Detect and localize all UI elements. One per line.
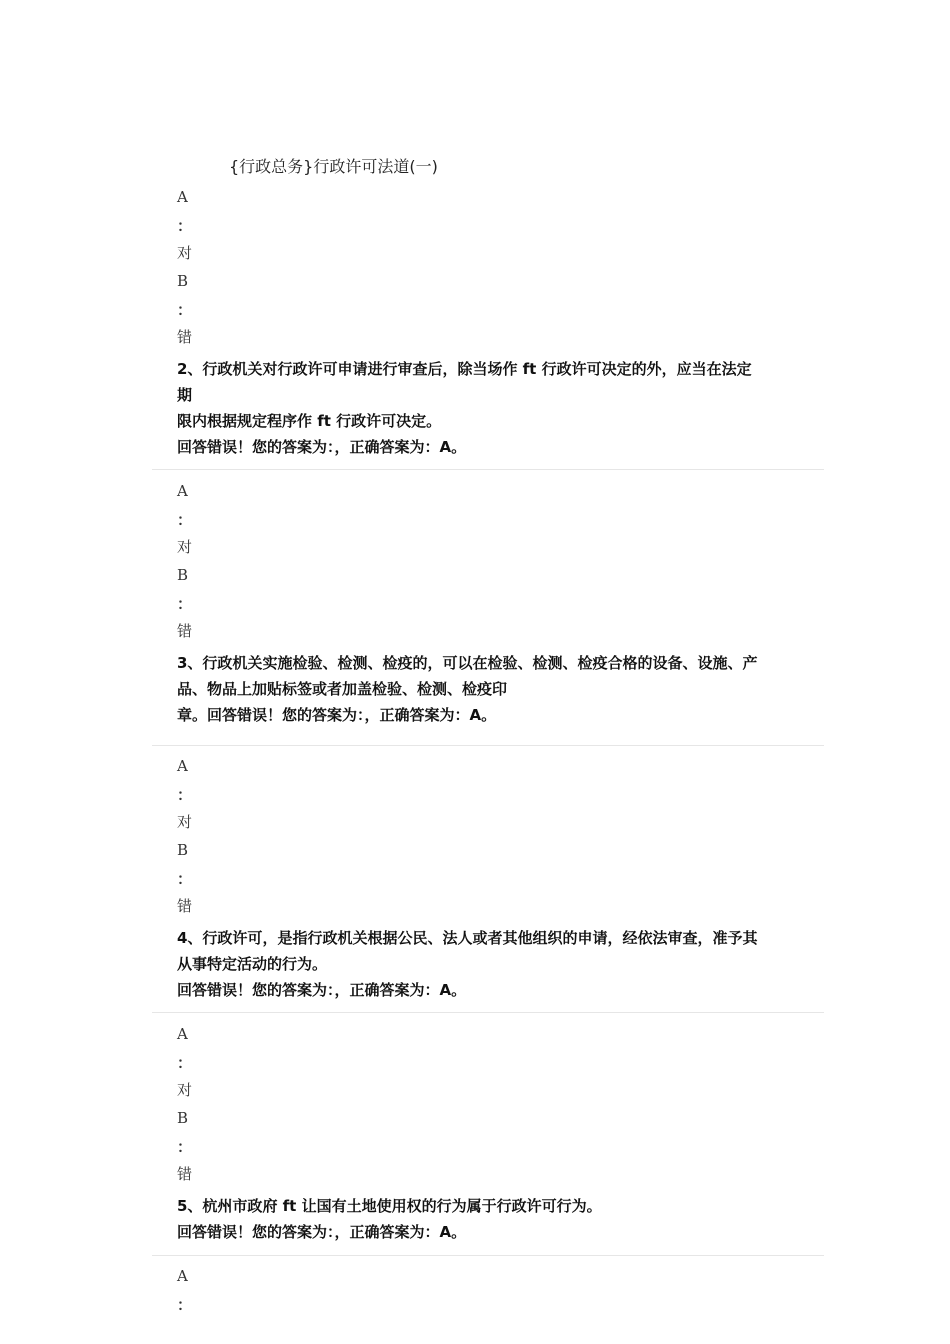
question-line: 4、行政许可，是指行政机关根据公民、法人或者其他组织的申请，经依法审查，准予其 (177, 929, 758, 947)
divider (152, 469, 824, 470)
option-colon: ： (177, 1138, 193, 1156)
option-colon: ： (177, 786, 193, 804)
option-a-letter: A (177, 757, 188, 775)
divider (152, 1255, 824, 1256)
option-b-text: 错 (177, 897, 193, 915)
option-b-text: 错 (177, 328, 193, 346)
question-line: 2、行政机关对行政许可申请进行审查后，除当场作 ft 行政许可决定的外，应当在法定 (177, 360, 752, 378)
option-a-text: 对 (177, 244, 193, 262)
option-a-letter: A (177, 1267, 188, 1285)
question-3 (177, 650, 757, 728)
divider (152, 745, 824, 746)
option-colon: ： (177, 1054, 193, 1072)
option-b-letter: B (177, 1109, 189, 1127)
option-b-text: 错 (177, 1165, 193, 1183)
page-title: {行政总务}行政许可法道(一) (229, 157, 438, 176)
answer-feedback: 回答错误！您的答案为：，正确答案为：A。 (177, 981, 467, 999)
option-a-text: 对 (177, 538, 193, 556)
question-2 (177, 356, 752, 460)
question-line: 从事特定活动的行为。 (177, 955, 328, 973)
option-colon: ： (177, 870, 193, 888)
question-line: 3、行政机关实施检验、检测、检疫的，可以在检验、检测、检疫合格的设备、设施、产 (177, 654, 758, 672)
option-a-letter: A (177, 482, 188, 500)
answer-feedback: 回答错误！您的答案为：，正确答案为：A。 (177, 438, 467, 456)
question-line: 品、物品上加贴标签或者加盖检验、检测、检疫印 (177, 680, 508, 698)
option-b-letter: B (177, 841, 189, 859)
question-line: 期 (177, 386, 193, 404)
option-a-letter: A (177, 188, 188, 206)
option-colon: ： (177, 1296, 193, 1314)
option-colon: ： (177, 511, 193, 529)
answer-feedback: 回答错误！您的答案为：，正确答案为：A。 (177, 1223, 467, 1241)
question-5 (177, 1193, 602, 1245)
question-line: 5、杭州市政府 ft 让国有土地使用权的行为属于行政许可行为。 (177, 1197, 602, 1215)
option-a-letter: A (177, 1025, 188, 1043)
option-colon: ： (177, 301, 193, 319)
divider (152, 1012, 824, 1013)
option-colon: ： (177, 595, 193, 613)
question-4 (177, 925, 757, 1003)
option-a-text: 对 (177, 1081, 193, 1099)
question-line: 限内根据规定程序作 ft 行政许可决定。 (177, 412, 442, 430)
answer-feedback: 章。回答错误！您的答案为：，正确答案为：A。 (177, 706, 497, 724)
option-b-letter: B (177, 566, 189, 584)
option-b-letter: B (177, 272, 189, 290)
option-b-text: 错 (177, 622, 193, 640)
option-a-text: 对 (177, 813, 193, 831)
option-colon: ： (177, 217, 193, 235)
